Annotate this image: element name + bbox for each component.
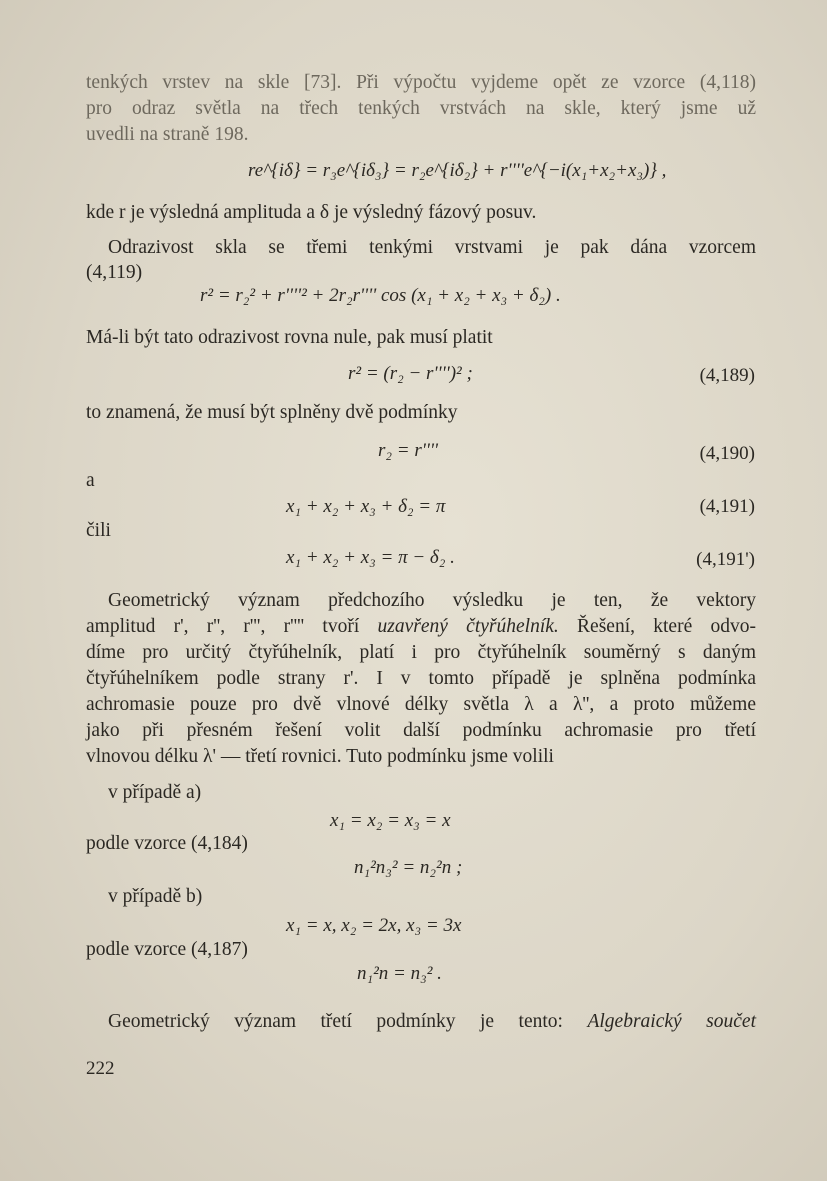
- geometric-meaning-line-1: Geometrický význam předchozího výsledku je ten, že vektory: [108, 590, 756, 611]
- geometric-meaning-line-6: jako při přesném řešení volit další podmínku achromasie pro třetí: [86, 720, 756, 741]
- podle-vzorce-4-187: podle vzorce (4,187): [86, 939, 248, 960]
- geometric-meaning-line-3: díme pro určitý čtyřúhelník, platí i pro čtyřúhelník souměrný s daným: [86, 642, 756, 663]
- equation-case-b: x₁ = x, x₂ = 2x, x₃ = 3x: [286, 915, 462, 936]
- equation-1: re^{iδ} = r₃e^{iδ₃} = r₂e^{iδ₂} + r''''e^{−i(x₁+x₂+x₃)} ,: [248, 160, 667, 181]
- page-number: 222: [86, 1058, 115, 1079]
- paragraph-odrazivost-line-2: (4,119): [86, 262, 143, 283]
- equation-4-191-prime: x₁ + x₂ + x₃ = π − δ₂ .: [286, 547, 455, 568]
- equation-4-189: r² = (r₂ − r'''')² ;: [348, 363, 473, 384]
- equation-number-4-189: (4,189): [699, 365, 755, 386]
- geo-l2-text-a: amplitud r', r'', r''', r'''' tvoří: [86, 616, 378, 637]
- last-text: Geometrický význam třetí podmínky je tento:: [108, 1011, 588, 1032]
- geometric-meaning-line-7: vlnovou délku λ' — třetí rovnici. Tuto podmínku jsme volili: [86, 746, 554, 767]
- paragraph-odrazivost-line-1: Odrazivost skla se třemi tenkými vrstvami je pak dána vzorcem: [108, 237, 756, 258]
- equation-n-relation-a: n₁²n₃² = n₂²n ;: [354, 857, 463, 878]
- label-cili: čili: [86, 520, 111, 541]
- geometric-meaning-line-4: čtyřúhelníkem podle strany r'. I v tomto případě je splněna podmínka: [86, 668, 756, 689]
- case-b-label: v případě b): [108, 886, 203, 907]
- paragraph-to-znamena: to znamená, že musí být splněny dvě podmínky: [86, 402, 458, 423]
- equation-2: r² = r₂² + r''''² + 2r₂r'''' cos (x₁ + x₂ + x₃ + δ₂) .: [200, 285, 561, 306]
- equation-number-4-191: (4,191): [699, 496, 755, 517]
- geo-l2-italic: uzavřený čtyřúhelník.: [377, 616, 559, 637]
- case-a-label: v případě a): [108, 782, 202, 803]
- podle-vzorce-4-184: podle vzorce (4,184): [86, 833, 248, 854]
- equation-4-190: r₂ = r'''': [378, 440, 438, 461]
- intro-line-2: pro odraz světla na třech tenkých vrstvách na skle, který jsme už: [86, 98, 756, 119]
- geometric-meaning-line-5: achromasie pouze pro dvě vlnové délky světla λ a λ'', a proto můžeme: [86, 694, 756, 715]
- intro-line-3: uvedli na straně 198.: [86, 124, 249, 145]
- label-a: a: [86, 470, 95, 491]
- equation-number-4-190: (4,190): [699, 443, 755, 464]
- geo-l2-text-c: Řešení, které odvo-: [558, 616, 756, 637]
- equation-case-a: x₁ = x₂ = x₃ = x: [330, 810, 451, 831]
- geometric-meaning-line-2: [86, 614, 756, 640]
- intro-line-1: tenkých vrstev na skle [73]. Při výpočtu vyjdeme opět ze vzorce (4,118): [86, 72, 756, 93]
- equation-n-relation-b: n₁²n = n₃² .: [357, 963, 442, 984]
- paragraph-kde: kde r je výsledná amplituda a δ je výsledný fázový posuv.: [86, 202, 537, 223]
- last-paragraph-line: [108, 1009, 756, 1035]
- paragraph-mali: Má-li být tato odrazivost rovna nule, pak musí platit: [86, 327, 493, 348]
- equation-4-191: x₁ + x₂ + x₃ + δ₂ = π: [286, 496, 446, 517]
- equation-number-4-191-prime: (4,191'): [696, 549, 755, 570]
- last-italic: Algebraický součet: [587, 1011, 756, 1032]
